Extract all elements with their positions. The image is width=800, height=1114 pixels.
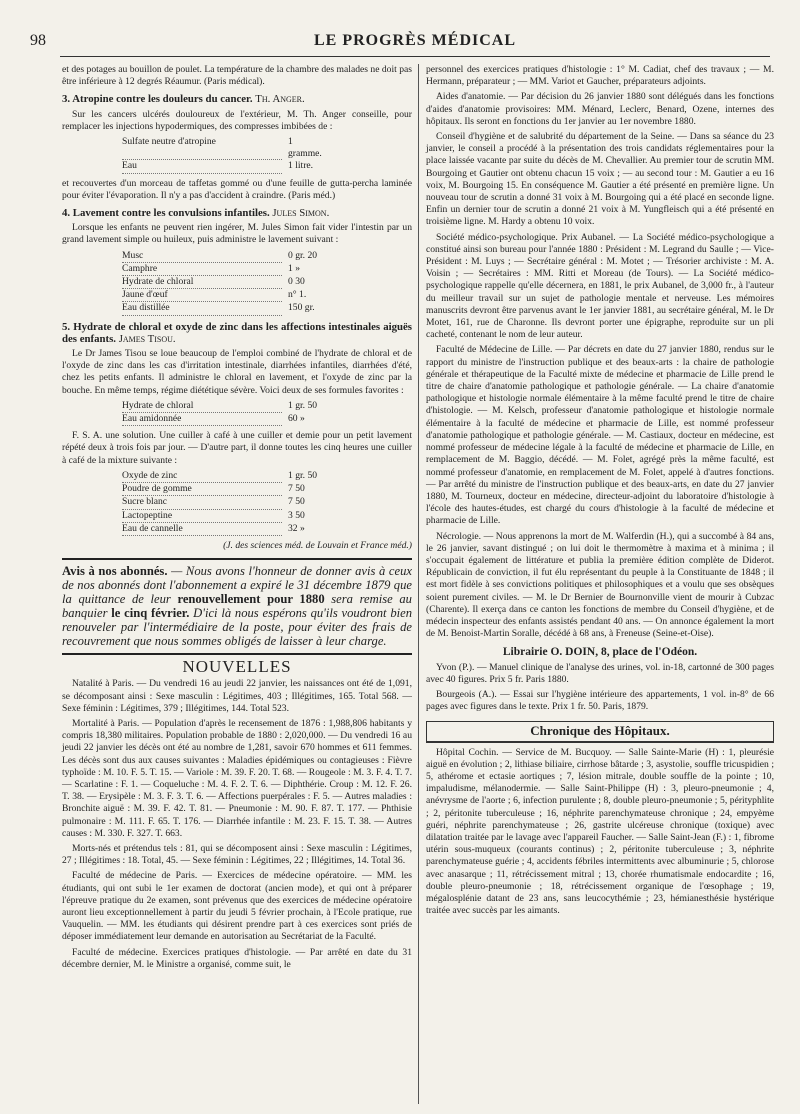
necrologie-paragraph: Nécrologie. — Nous apprenons la mort de M. Walferdin (H.), qui a succombé à 84 ans, le 26 janvier, savant distingué ; on lui doit le thermomètre à maxima et à minima ; il s'occupait également de littérature et publia la première édition complète de Diderot. Républicain de conviction, il fut élu représentant du peuple à la Constituante de 1848 ; il est mort fidèle à ses convictions politiques et philosophiques et a voulu que ses obsèques soient purement civiles. — M. le Dr Bernier de Bournonville vient de mourir à Cubzac (Charente). Il exerça dans ce canton les fonctions de membre du Conseil d'hygiène, et de médecin inspecteur des enfants assistés pendant 40 ans. — On annonce également la mort de M. Benoist-Martin Soralle, décédé à 68 ans, à Freneuse (Seine-et-Oise). [426,530,774,640]
section-5-author: James Tisou. [118,332,176,345]
faculte-histologie-paragraph: Faculté de médecine. Exercices pratiques d'histologie. — Par arrêté en date du 31 décembre dernier, M. le Ministre a organisé, comme suit, le [62,946,412,970]
column-divider [418,64,419,1104]
section-5-title: 5. Hydrate de chloral et oxyde de zinc dans les affections intestinales aiguës des enfants. James Tisou. [62,320,412,345]
section-5-formula-2: Oxyde de zinc 1 gr. 50 Poudre de gomme 7 50 Sucre blanc 7 50 Lactopeptine 3 50 Eau de cannelle 32 » [122,470,412,536]
doin-book-2: Bourgeois (A.). — Essai sur l'hygiène intérieure des appartements, 1 vol. in-8° de 66 pages avec figures dans le texte. Prix 1 fr. 50. Paris, 1879. [426,688,774,713]
section-4-author: Jules Simon. [272,207,330,220]
natalite-paragraph: Natalité à Paris. — Du vendredi 16 au jeudi 22 janvier, les naissances ont été de 1,091, se décomposant ainsi : Sexe masculin : Légitimes, 403 ; Illégitimes, 165. Total 568. — Sexe féminin : Légitimes, 379 ; Illégitimes, 144. Total 523. [62,678,412,714]
subscribers-notice: Avis à nos abonnés. — Nous avons l'honneur de donner avis à ceux de nos abonnés dont l'abonnement a expiré le 31 décembre 1879 que la quittance de leur renouvellement pour 1880 sera remise au banquier le cinq février. D'ici là nous espérons qu'ils voudront bien renouveler par l'intermédiaire de la poste, pour éviter des frais de recouvrement que nous sommes obligés de laisser à leur charge. [62,558,412,655]
section-5-formula-1: Hydrate de chloral 1 gr. 50 Eau amidonnée 60 » [122,400,412,426]
section-3-author: Th. Anger. [255,93,305,106]
mortalite-paragraph: Mortalité à Paris. — Population d'après le recensement de 1876 : 1,988,806 habitants y compris 18,380 militaires. Population probable de 1880 : 2,020,000. — Du vendredi 16 au jeudi 22 janvier les décès ont été au nombre de 1,281, savoir 670 hommes et 611 femmes. Les décès sont dus aux causes suivantes : Maladies épidémiques ou contagieuses : Fièvre typhoïde : M. 10. F. 5. T. 15. — Variole : M. 39. F. 20. T. 68. — Rougeole : M. 3. F. 4. T. 7. — Scarlatine : F. 1. — Coqueluche : M. 4. F. 2. T. 6. — Diphthérie. Croup : M. 12. F. 26. T. 38. — Erysipèle : M. 3. F. 3. T. 6. — Affections puerpérales : F. 5. — Autres maladies : Bronchite aiguë : M. 39. F. 42. T. 81. — Pneumonie : M. 90. F. 87. T. 177. — Phthisie pulmonaire : M. 111. F. 65. T. 176. — Diarrhée infantile : M. 23. F. 15. T. 38. — Autres causes : M. 330. F. 327. T. 663. [62,717,412,839]
notice-lead: Avis à nos abonnés. [62,564,168,579]
doin-book-1: Yvon (P.). — Manuel clinique de l'analyse des urines, vol. in-18, cartonné de 300 pages avec 40 figures. Prix 5 fr. Paris 1880. [426,661,774,685]
nouvelles-heading: NOUVELLES [182,657,292,677]
chronique-heading: Chronique des Hôpitaux. [427,722,773,741]
aides-anatomie-paragraph: Aides d'anatomie. — Par décision du 26 janvier 1880 sont délégués dans les fonctions d'aides d'anatomie provisoires: MM. Ménard, Leclerc, Benard, Ozene, internes des hôpitaux. Ils seront en fonctions du 1er janvier au 1er novembre 1880. [426,91,774,127]
section-4-formula: Musc 0 gr. 20 Camphre 1 » Hydrate de chloral 0 30 Jaune d'œuf n° 1. Eau distillée 150 gr. [122,250,412,316]
chronique-box [426,721,774,742]
faculte-lille-paragraph: Faculté de Médecine de Lille. — Par décrets en date du 27 janvier 1880, rendus sur le rapport du ministre de l'instruction publique et des beaux-arts : la chaire de pathologie générale et thérapeutique de la Faculté mixte de médecine et pharmacie de Lille prend le titre de chaire d'anatomie pathologique et pathologie générale. — La chaire d'anatomie pathologique et histologie normale élémentaire à la même faculté prend le titre de chaire d'histologie. — M. Kelsch, professeur d'anatomie pathologique et histologie normale élémentaire à la faculté de médecine et pharmacie de Lille, est nommé professeur d'anatomie pathologique et pathologie générale. — M. Castiaux, docteur en médecine, est nommé professeur de médecine légale à la faculté de médecine et pharmacie de Lille, en remplacement de M. Baggio, décédé. — M. Folet, agrégé près la même faculté, est nommé professeur d'anatomie, en remplacement de M. Folet, appelé à d'autres fonctions. — Par arrêté du ministre de l'instruction publique et des beaux-arts, en date du 27 janvier 1880, M. Tourneux, docteur en médecine, directeur-adjoint du laboratoire d'histologie à l'école des hautes-études, est chargé du cours d'histologie à la faculté de médecine et pharmacie de Lille. [426,344,774,527]
page-header [30,28,770,57]
librairie-doin-heading: Librairie O. DOIN, 8, place de l'Odéon. [502,646,698,659]
faculte-paris-paragraph: Faculté de médecine de Paris. — Exercices de médecine opératoire. — MM. les étudiants, qui ont subi le 1er examen de doctorat (ancien mode), et qui ont à préparer l'épreuve pratique du 2e examen, sont prévenus que des exercices de médecine opératoire auront lieu exceptionnellement à partir du jeudi 5 février prochain, à l'Ecole pratique, rue Vauquelin. — MM. les étudiants qui désirent prendre part à ces exercices sont priés de déposer immédiatement leur demande en autorisation au Secrétariat de la Faculté. [62,870,412,943]
conseil-hygiene-paragraph: Conseil d'hygiène et de salubrité du département de la Seine. — Dans sa séance du 23 janvier, le conseil a procédé à la présentation des trois candidats réglementaires pour la place laissée vacante par suite du décès de M. Chevallier. Au premier tour de scrutin MM. Bourgoing et Gautier ont obtenu chacun 15 voix ; — au second tour : M. Gautier a eu 16 voix, M. Bourgoing 15. En conséquence M. Gautier a été présenté en première ligne. Un nouveau tour de scrutin a donné 31 voix à M. Bourgoing qui a été placé en seconde ligne. Enfin un dernier tour de scrutin a donné 21 voix à M. Yungfleisch qui a été présenté en troisième ligne. M. Hardy a obtenu 10 voix. [426,131,774,228]
section-4-paragraph: Lorsque les enfants ne peuvent rien ingérer, M. Jules Simon fait vider l'intestin par un grand lavement simple ou huileux, puis administre le lavement suivant : [62,222,412,246]
histologie-personnel-paragraph: personnel des exercices pratiques d'histologie : 1° M. Cadiat, chef des travaux ; — M. Hermann, préparateur ; — MM. Variot et Gaucher, préparateurs adjoints. [426,64,774,88]
mort-nes-paragraph: Morts-nés et prétendus tels : 81, qui se décomposent ainsi : Sexe masculin : Légitimes, 27 ; Illégitimes : 18. Total, 45. — Sexe féminin : Légitimes, 22 ; Illégitimes, 14. Total 36. [62,842,412,867]
section-5-paragraph: Le Dr James Tisou se loue beaucoup de l'emploi combiné de l'hydrate de chloral et de l'oxyde de zinc dans les cas d'irritation intestinale, diarrhées infantiles, diarrhées d'été, chez les petits enfants. Il administre le chloral en lavement, et l'oxyde de zinc par la bouche. En même temps, régime diététique sévère. Voici deux de ses formules favorites : [62,348,412,396]
right-column [426,64,774,920]
journal-title: LE PROGRÈS MÉDICAL [313,32,517,49]
chronique-paragraph: Hôpital Cochin. — Service de M. Bucquoy. — Salle Sainte-Marie (H) : 1, pleurésie aiguë en évolution ; 2, lithiase biliaire, cirrhose bâtarde ; 3, asystolie, souffle tricuspidien ; 5, athérome et ectasie aortiques ; 7, lésion mitrale, double souffle de la pointe ; 10, impaludisme, mélanodermie. — Salle Saint-Philippe (H) : 3, pleuro-pneumonie ; 4, anévrysme de l'aorte ; 6, infection purulente ; 8, double pleuro-pneumonie ; 5, pérityphlite ; 2, péritonite tuberculeuse ; 16, néphrite parenchymateuse chronique ; 24, empyème guéri, néphrite parenchymateuse ; 26, gastrite ulcéreuse chronique (toxique) avec dilatation traitée par le lavage avec l'appareil Faucher. — Salle Saint-Jean (F.) : 1, fibrome utérin sous-muqueux (courants continus) ; 2, péritonite tuberculeuse ; 3, néphrite parenchymateuse guérie ; 4, accidents fébriles intermittents avec albuminurie ; 5, chlorose avec anasarque ; 11, rétrécissement mitral ; 13, chorée rhumatismale endocardite ; 16, double pleuro-pneumonie ; 18, rétrécissement organique de l'œsophage ; 19, mégalosplénie datant de 23 ans, sans leucocythémie ; 23, hémianesthésie hystérique traitée avec succès par les aimants. [426,746,774,917]
left-column [62,64,412,974]
section-3-title: 3. Atropine contre les douleurs du cancer. Th. Anger. [62,93,305,106]
intro-paragraph: et des potages au bouillon de poulet. La température de la chambre des malades ne doit pas être inférieure à 12 degrés Réaumur. (Paris médical). [62,64,412,88]
section-5-citation: (J. des sciences méd. de Louvain et France méd.) [223,539,412,551]
section-5-paragraph-2: F. S. A. une solution. Une cuiller à café à une cuiller et demie pour un petit lavement répété deux à trois fois par jour. — D'autre part, il donne toutes les cinq heures une cuiller à café de la mixture suivante : [62,430,412,466]
section-4-title: 4. Lavement contre les convulsions infantiles. Jules Simon. [62,207,330,220]
page-number: 98 [30,32,46,49]
section-3-formula: Sulfate neutre d'atropine 1 gramme. Eau 1 litre. [122,136,412,174]
section-3-paragraph: Sur les cancers ulcérés douloureux de l'extérieur, M. Th. Anger conseille, pour remplacer les injections hypodermiques, des compresses imbibées de : [62,108,412,132]
societe-medico-psychologique-paragraph: Société médico-psychologique. Prix Aubanel. — La Société médico-psychologique a constitué ainsi son bureau pour l'année 1880 : Président : M. Legrand du Saulle ; — Vice-Président : M. Luys ; — Secrétaire général : M. Motet ; — Trésorier archiviste : M. A. Voisin ; — Secrétaires : MM. Ritti et Moreau (de Tours). — La Société médico-psychologique rappelle qu'elle décernera, en 1881, le prix Aubanel, de 3,000 fr., à l'auteur du meilleur travail sur un sujet de pathologie mentale et nerveuse. Les mémoires manuscrits devront être parvenus avant le 1er janvier 1881, au secrétaire général, M. le Dr Motet, 161, rue de Charonne. Ils devront porter une épigraphe, reproduite sur un pli cacheté, contenant le nom de leur auteur. [426,231,774,341]
section-3-paragraph-2: et recouvertes d'un morceau de taffetas gommé ou d'une feuille de gutta-percha laminée pour éviter l'évaporation. Il n'y a pas d'accident à craindre. (Paris méd.) [62,177,412,201]
